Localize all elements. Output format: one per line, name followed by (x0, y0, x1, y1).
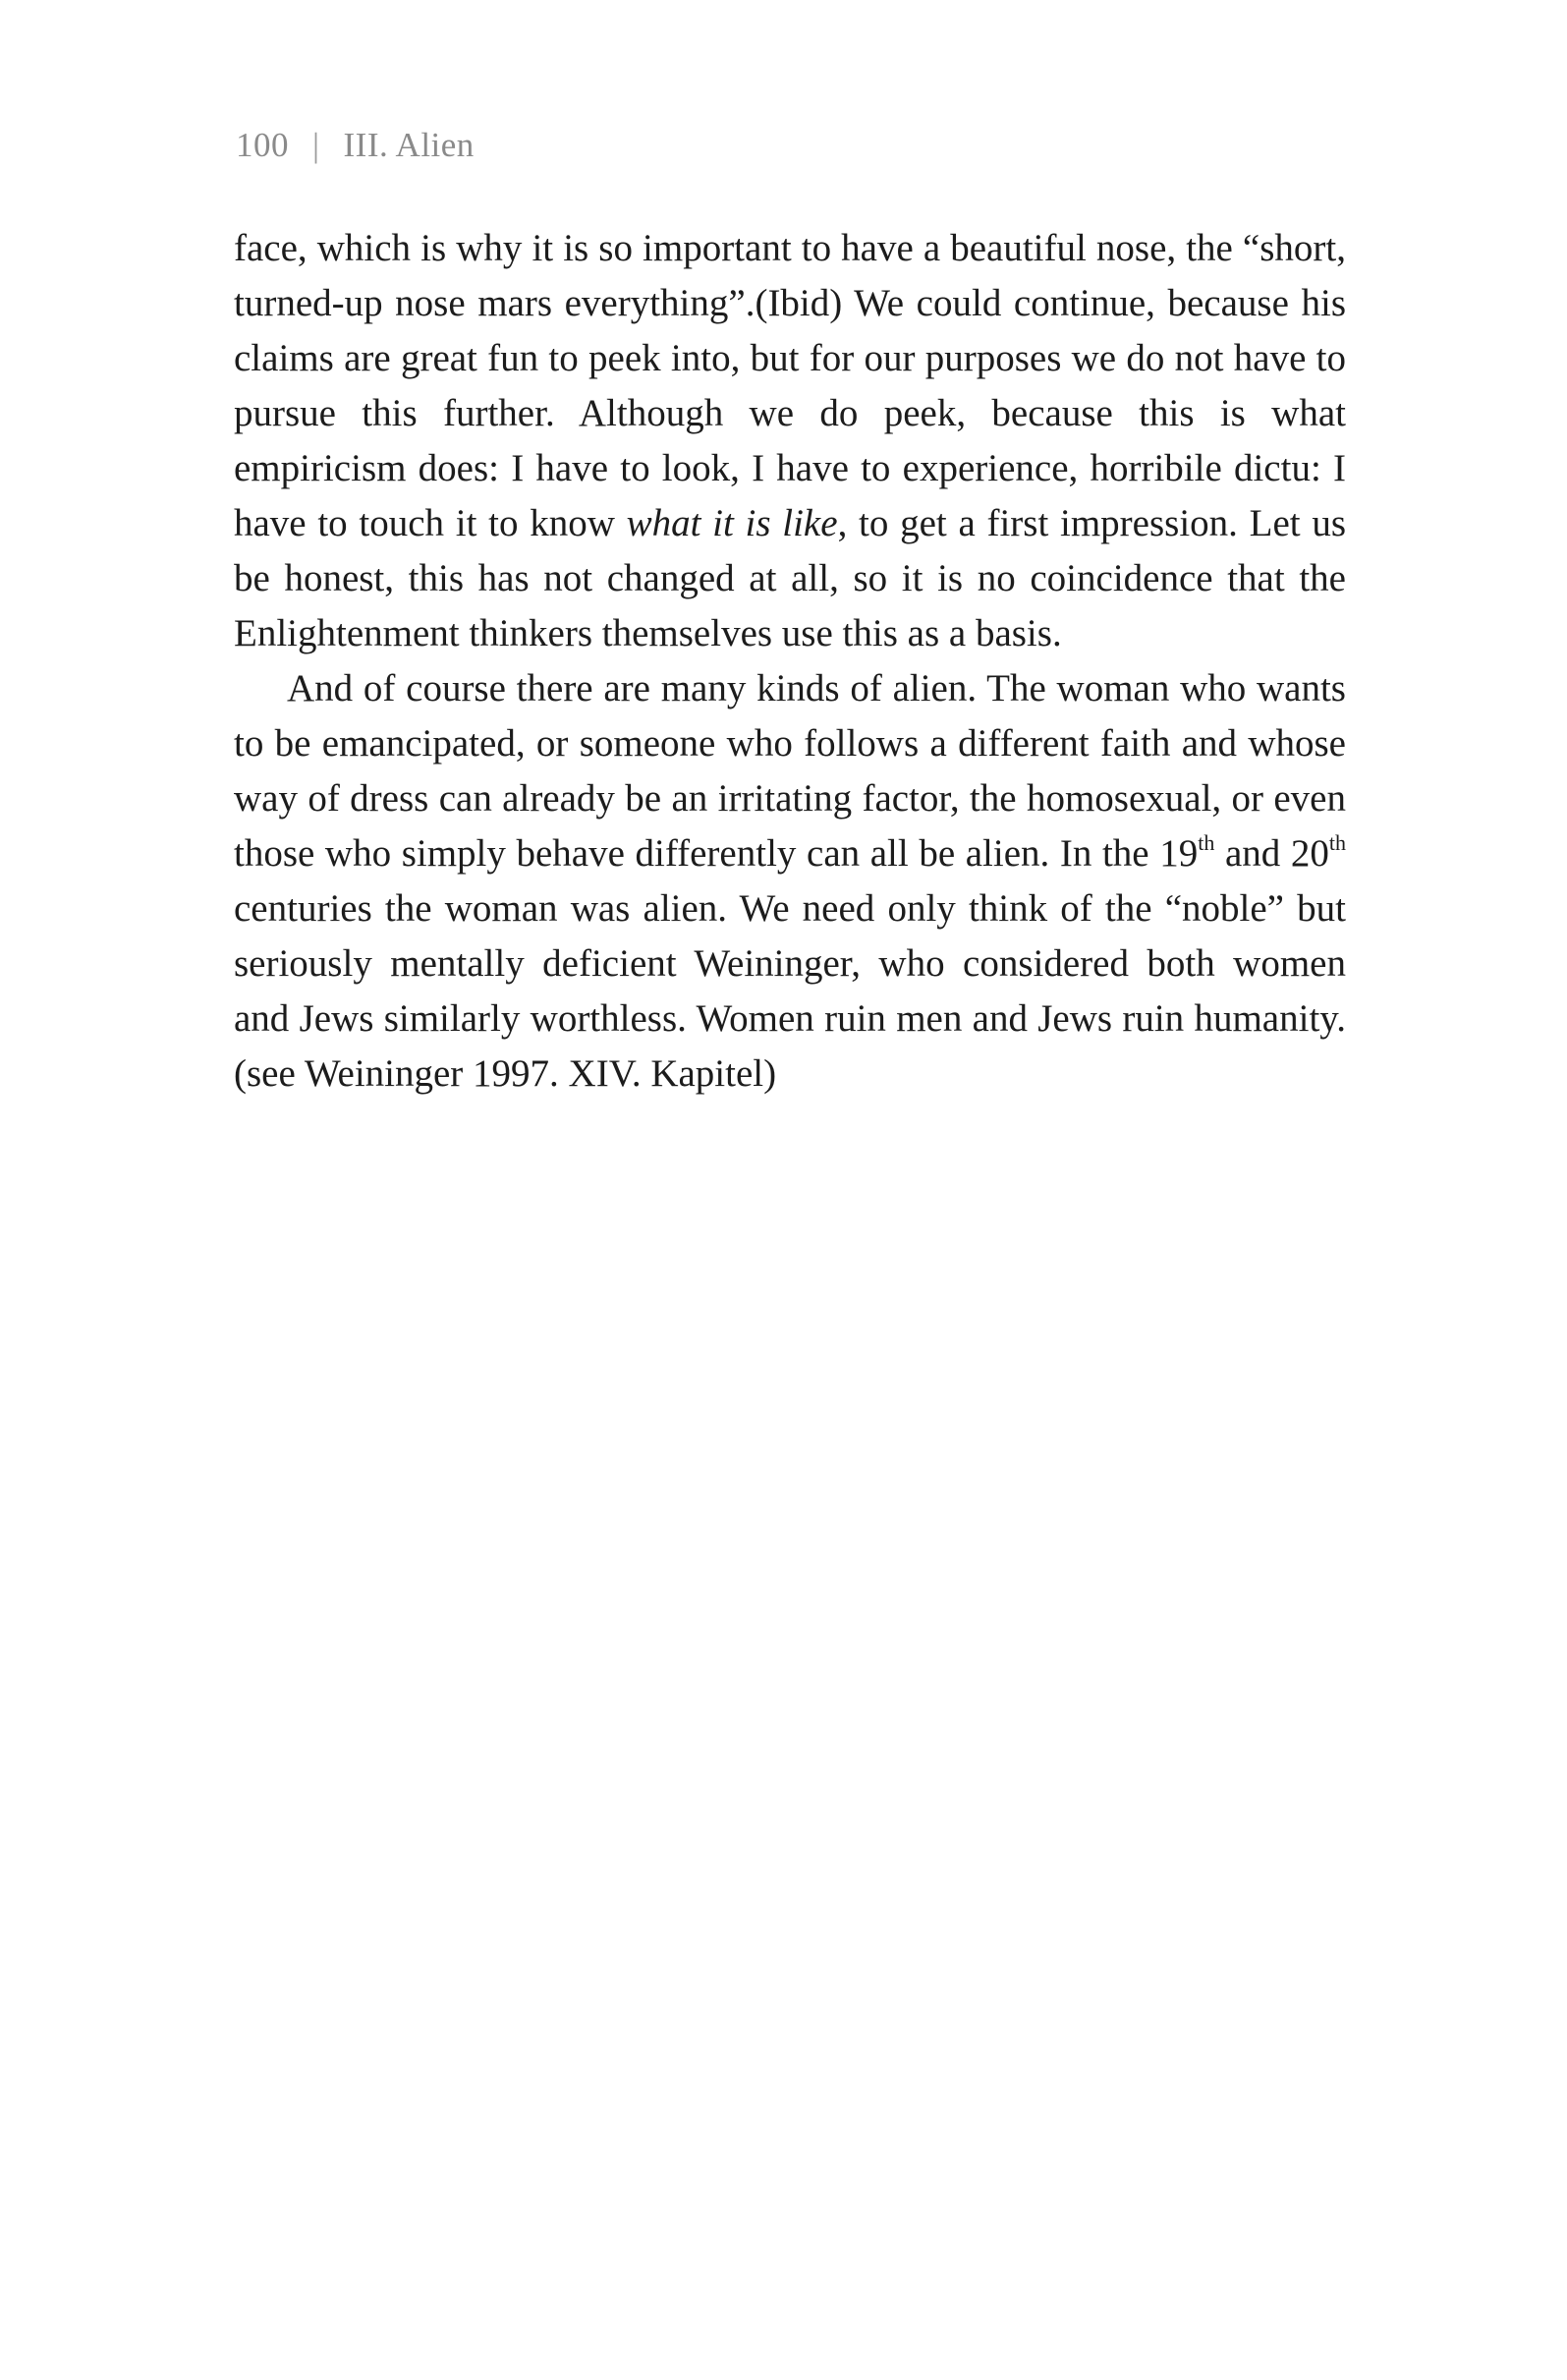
running-header (236, 126, 475, 165)
superscript-th-1: th (1198, 830, 1215, 855)
paragraph-2-text-c: centuries the woman was alien. We need only think of the “noble” but seriously mentally deficient Weininger, who considered both women and Jews similarly worthless. Women ruin men and Jews ruin humanity. (see Weininger 1997. XIV. Kapitel) (234, 887, 1346, 1095)
paragraph-2 (234, 661, 1346, 1102)
header-separator: | (312, 126, 320, 164)
paragraph-1-italic-phrase: what it is like (626, 502, 838, 544)
body-text (234, 221, 1346, 1102)
page-number: 100 (236, 126, 289, 164)
paragraph-2-text-a: And of course there are many kinds of alien. The woman who wants to be emancipated, or someone who follows a different faith and whose way of dress can already be an irritating factor, the homosexual, or even those who simply behave differently can all be alien. In the 19 (234, 667, 1346, 875)
paragraph-1 (234, 221, 1346, 661)
superscript-th-2: th (1328, 830, 1347, 855)
paragraph-1-text-b: , to get a first impression. Let us be honest, this has not changed at all, so it is no coincidence that the Enlightenment thinkers themselves use this as a basis. (234, 502, 1346, 654)
paragraph-2-text-b: and 20 (1214, 832, 1329, 875)
section-title: III. Alien (343, 126, 475, 164)
paragraph-1-text-a: face, which is why it is so important to have a beautiful nose, the “short, turned-up nose mars everything”.(Ibid) We could continue, because his claims are great fun to peek into, but for our purposes we do not have to pursue this further. Although we do peek, because this is what empiricism does: I have to look, I have to experience, horribile dictu: I have to touch it to know (234, 227, 1346, 544)
